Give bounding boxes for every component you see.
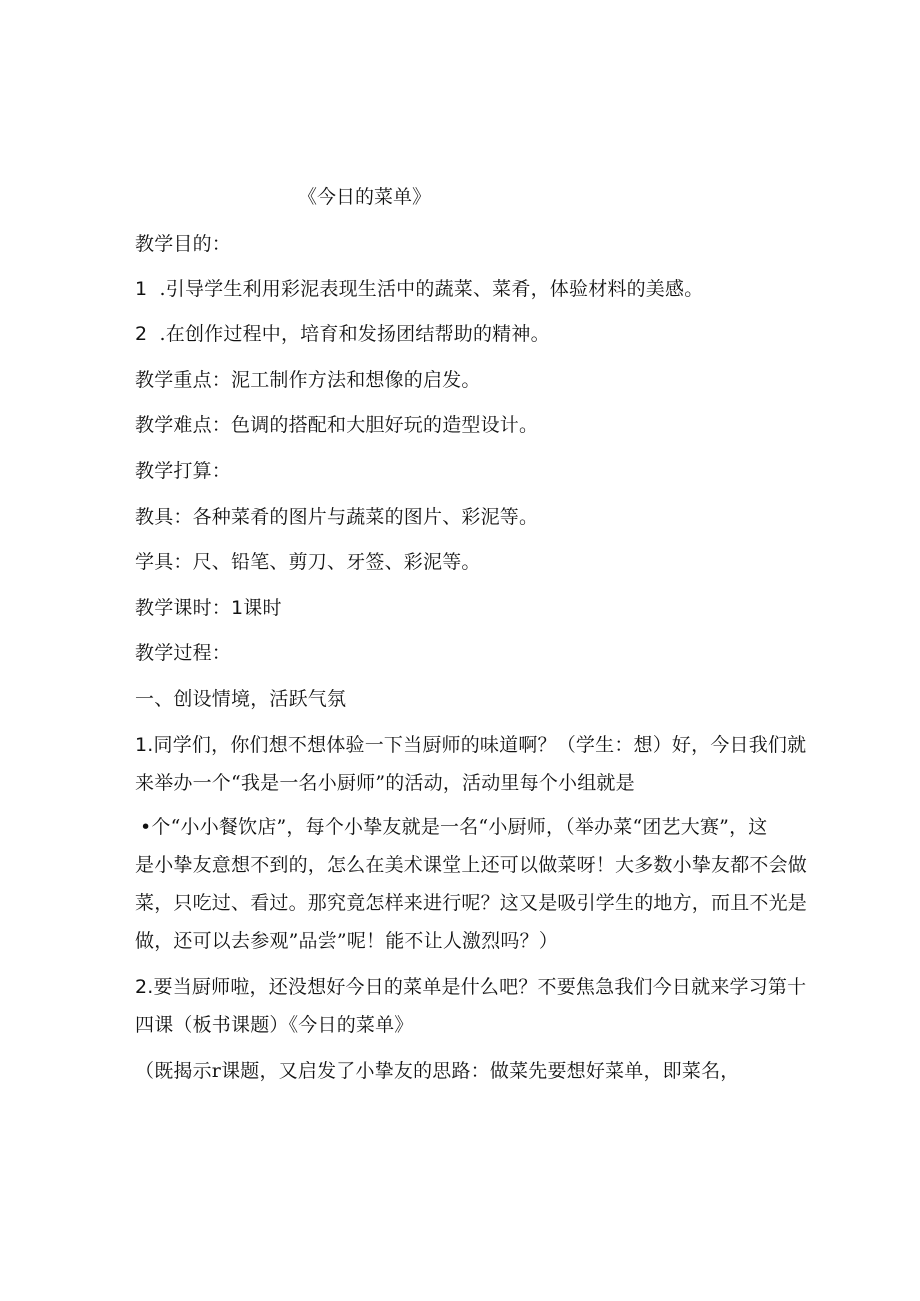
paragraph-1-line-5: 菜，只吃过、看过。那究竟怎样来进行呢？这又是吸引学生的地方，而且不光是 [135,892,808,914]
lesson-hours-label: 教学课时： [135,597,232,619]
paragraph-3-line-1: （既揭示r课题，又启发了小挚友的思路：做菜先要想好菜单，即菜名， [135,1060,740,1082]
goal-item-2-number: 2 [135,323,148,345]
paragraph-1-number: 1. [135,734,154,756]
teaching-preparation-heading: 教学打算： [135,460,232,482]
goal-item-1-text: .引导学生利用彩泥表现生活中的蔬菜、菜肴，体验材料的美感。 [159,278,704,300]
paragraph-1-line-1 [135,733,806,757]
lesson-hours [135,596,282,620]
paragraph-1-line-6: 做，还可以去参观”品尝”呢！能不让人激烈吗？） [135,930,559,952]
paragraph-2-number: 2. [135,976,154,998]
paragraph-2-line-2: 四课（板书课题）《今日的菜单》 [135,1014,414,1036]
section-one-heading: 一、创设情境，活跃气氛 [135,688,347,710]
document-title: 《今日的菜单》 [298,186,432,208]
lesson-hours-value: 1课时 [231,597,282,619]
paragraph-1-line-4: 是小挚友意想不到的，怎么在美术课堂上还可以做菜呀！大多数小挚友都不会做 [135,854,808,876]
goal-item-2 [135,322,550,346]
goal-item-2-text: .在创作过程中，培育和发扬团结帮助的精神。 [159,323,550,345]
paragraph-1-line-2: 来举办一个“我是一名小厨师”的活动，活动里每个小组就是 [135,772,635,794]
paragraph-2-line-1 [135,975,806,999]
goal-item-1 [135,277,703,301]
paragraph-1-line-3: •个“小小餐饮店”，每个小挚友就是一名“小厨师，（举办菜“团艺大赛”，这 [140,816,768,838]
teaching-difficulty: 教学难点：色调的搭配和大胆好玩的造型设计。 [135,414,539,436]
teaching-focus: 教学重点：泥工制作方法和想像的启发。 [135,369,481,391]
teacher-materials: 教具：各种菜肴的图片与蔬菜的图片、彩泥等。 [135,506,539,528]
teaching-goals-heading: 教学目的： [135,233,232,255]
student-materials: 学具：尺、铅笔、剪刀、牙签、彩泥等。 [135,551,481,573]
paragraph-1-line-1-text: 同学们，你们想不想体验一下当厨师的味道啊？（学生：想）好，今日我们就 [153,734,807,756]
teaching-process-heading: 教学过程： [135,642,232,664]
paragraph-2-line-1-text: 要当厨师啦，还没想好今日的菜单是什么吧？不要焦急我们今日就来学习第十 [153,976,807,998]
goal-item-1-number: 1 [135,278,148,300]
